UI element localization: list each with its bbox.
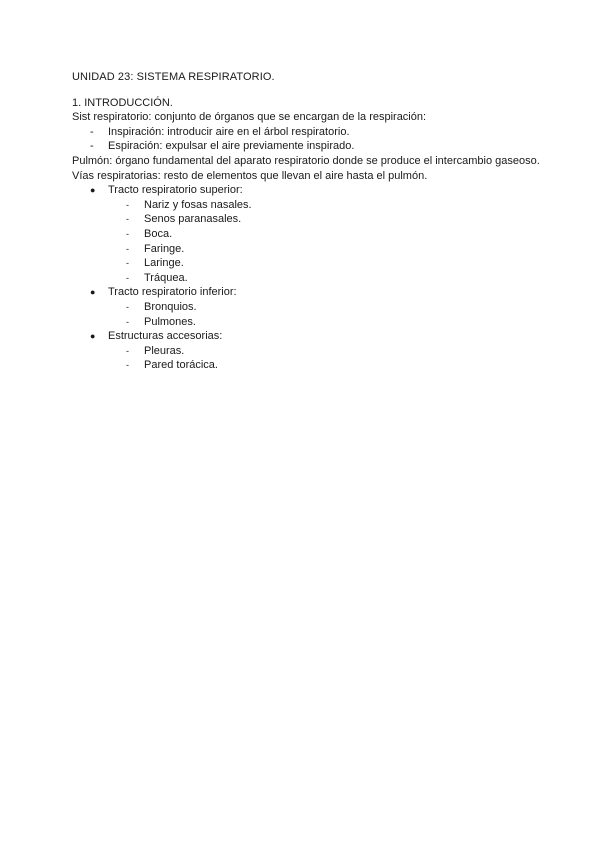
dash-marker: - bbox=[126, 258, 129, 269]
list-item-text: Bronquios. bbox=[144, 300, 197, 313]
sist-items-list bbox=[72, 125, 542, 154]
list-item bbox=[72, 300, 542, 315]
list-item bbox=[72, 242, 542, 257]
dash-marker: - bbox=[126, 345, 129, 356]
list-item-text: Inspiración: introducir aire en el árbol respiratorio. bbox=[108, 125, 350, 138]
document-body bbox=[72, 70, 542, 373]
dash-marker: - bbox=[126, 316, 129, 327]
dash-marker: - bbox=[126, 272, 129, 283]
dash-marker: - bbox=[126, 228, 129, 239]
bullet-marker: ● bbox=[90, 331, 96, 342]
list-item bbox=[72, 358, 542, 373]
bullet-marker: ● bbox=[90, 185, 96, 196]
tracts-list bbox=[72, 183, 542, 373]
tract-sublist bbox=[108, 300, 542, 329]
list-item bbox=[72, 198, 542, 213]
dash-marker: - bbox=[126, 214, 129, 225]
list-item-text: Boca. bbox=[144, 227, 173, 240]
paragraph-sist-respiratorio: Sist respiratorio: conjunto de órganos que se encargan de la respiración: bbox=[72, 111, 427, 124]
document-title: UNIDAD 23: SISTEMA RESPIRATORIO. bbox=[72, 71, 275, 83]
tract-label: Estructuras accesorias: bbox=[108, 330, 223, 343]
list-item-text: Nariz y fosas nasales. bbox=[144, 198, 252, 211]
dash-marker: - bbox=[126, 360, 129, 371]
dash-marker: - bbox=[126, 243, 129, 254]
list-item-text: Pleuras. bbox=[144, 344, 185, 357]
list-item-text: Pared torácica. bbox=[144, 359, 218, 372]
list-item-text: Tráquea. bbox=[144, 271, 188, 284]
list-item-text: Pulmones. bbox=[144, 315, 196, 328]
dash-marker: - bbox=[126, 301, 129, 312]
list-item bbox=[72, 125, 542, 140]
section-heading: 1. INTRODUCCIÓN. bbox=[72, 96, 173, 109]
list-item-text: Senos paranasales. bbox=[144, 213, 242, 226]
tract-item-accesorias bbox=[72, 329, 542, 373]
list-item bbox=[72, 315, 542, 330]
list-item bbox=[72, 139, 542, 154]
dash-marker: - bbox=[90, 140, 94, 153]
tract-label: Tracto respiratorio inferior: bbox=[108, 286, 237, 299]
paragraph-pulmon: Pulmón: órgano fundamental del aparato respiratorio donde se produce el intercambio gaseoso. bbox=[72, 154, 540, 167]
tract-label: Tracto respiratorio superior: bbox=[108, 184, 243, 197]
list-item bbox=[72, 212, 542, 227]
tract-sublist bbox=[108, 344, 542, 373]
paragraph-vias-respiratorias: Vías respiratorias: resto de elementos que llevan el aire hasta el pulmón. bbox=[72, 169, 428, 182]
tract-item-inferior bbox=[72, 285, 542, 329]
list-item-text: Faringe. bbox=[144, 242, 185, 255]
tract-sublist bbox=[108, 198, 542, 286]
list-item-text: Espiración: expulsar el aire previamente inspirado. bbox=[108, 140, 355, 153]
tract-item-superior bbox=[72, 183, 542, 285]
list-item bbox=[72, 344, 542, 359]
dash-marker: - bbox=[90, 125, 94, 138]
list-item-text: Laringe. bbox=[144, 257, 184, 270]
dash-marker: - bbox=[126, 199, 129, 210]
list-item bbox=[72, 227, 542, 242]
bullet-marker: ● bbox=[90, 287, 96, 298]
list-item bbox=[72, 256, 542, 271]
list-item bbox=[72, 271, 542, 286]
